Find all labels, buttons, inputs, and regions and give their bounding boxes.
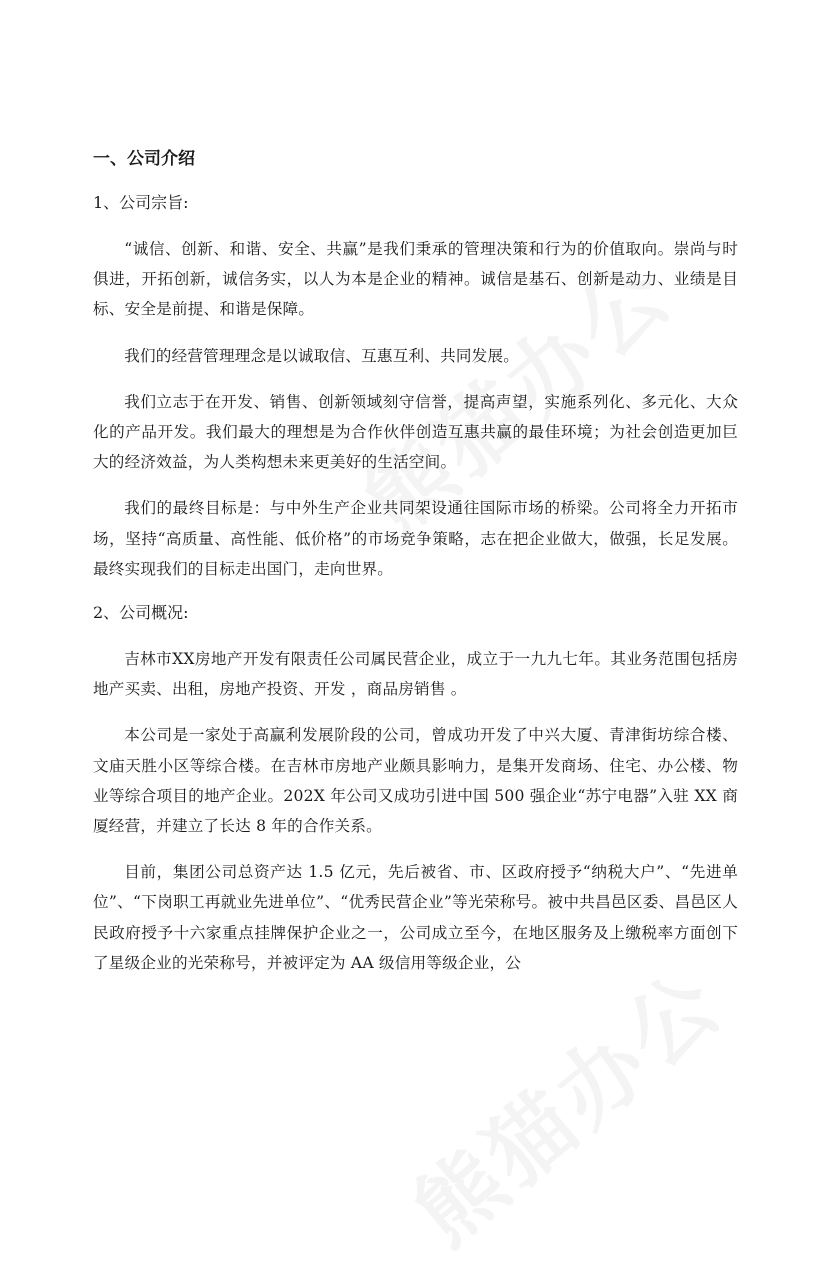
paragraph: 我们的经营管理理念是以诚取信、互惠互利、共同发展。 (124, 346, 520, 365)
paragraph: 我们立志于在开发、销售、创新领域刻守信誉，提高声望，实施系列化、多元化、大众化的产品开发。我们最大的理想是为合作伙伴创造互惠共赢的最佳环境；为社会创造更加巨大的经济效益，为人类构想未来更美好的生活空间。 (93, 392, 738, 472)
document-body (93, 146, 738, 994)
section-title: 一、公司介绍 (93, 149, 195, 169)
paragraph: 吉林市XX房地产开发有限责任公司属民营企业，成立于一九九七年。其业务范围包括房地产买卖、出租，房地产投资、开发 ，商品房销售 。 (93, 650, 738, 699)
subsection-heading-overview: 2、公司概况: (93, 603, 189, 623)
paragraph: 我们的最终目标是：与中外生产企业共同架设通往国际市场的桥梁。公司将全力开拓市场，坚持“高质量、高性能、低价格”的市场竞争策略，志在把企业做大，做强，长足发展。最终实现我们的目标走出国门，走向世界。 (93, 499, 738, 578)
subsection-heading-purpose: 1、公司宗旨: (93, 193, 189, 212)
paragraph: “诚信、创新、和谐、安全、共赢”是我们秉承的管理决策和行为的价值取向。崇尚与时俱进，开拓创新，诚信务实，以人为本是企业的精神。诚信是基石、创新是动力、业绩是目标、安全是前提、和谐是保障。 (93, 240, 738, 319)
paragraph: 本公司是一家处于高赢利发展阶段的公司，曾成功开发了中兴大厦、青津街坊综合楼、文庙天胜小区等综合楼。在吉林市房地产业颇具影响力，是集开发商场、住宅、办公楼、物业等综合项目的地产企业。202X 年公司又成功引进中国 500 强企业“苏宁电器”入驻 XX 商厦经营，并建立了长达 8 年的合作关系。 (93, 726, 738, 836)
paragraph: 目前，集团公司总资产达 1.5 亿元，先后被省、市、区政府授予“纳税大户”、“先进单位”、“下岗职工再就业先进单位”、“优秀民营企业”等光荣称号。被中共昌邑区委、昌邑区人民政府授予十六家重点挂牌保护企业之一，公司成立至今，在地区服务及上缴税率方面创下了星级企业的光荣称号，并被评定为 AA 级信用等级企业，公 (93, 863, 738, 972)
